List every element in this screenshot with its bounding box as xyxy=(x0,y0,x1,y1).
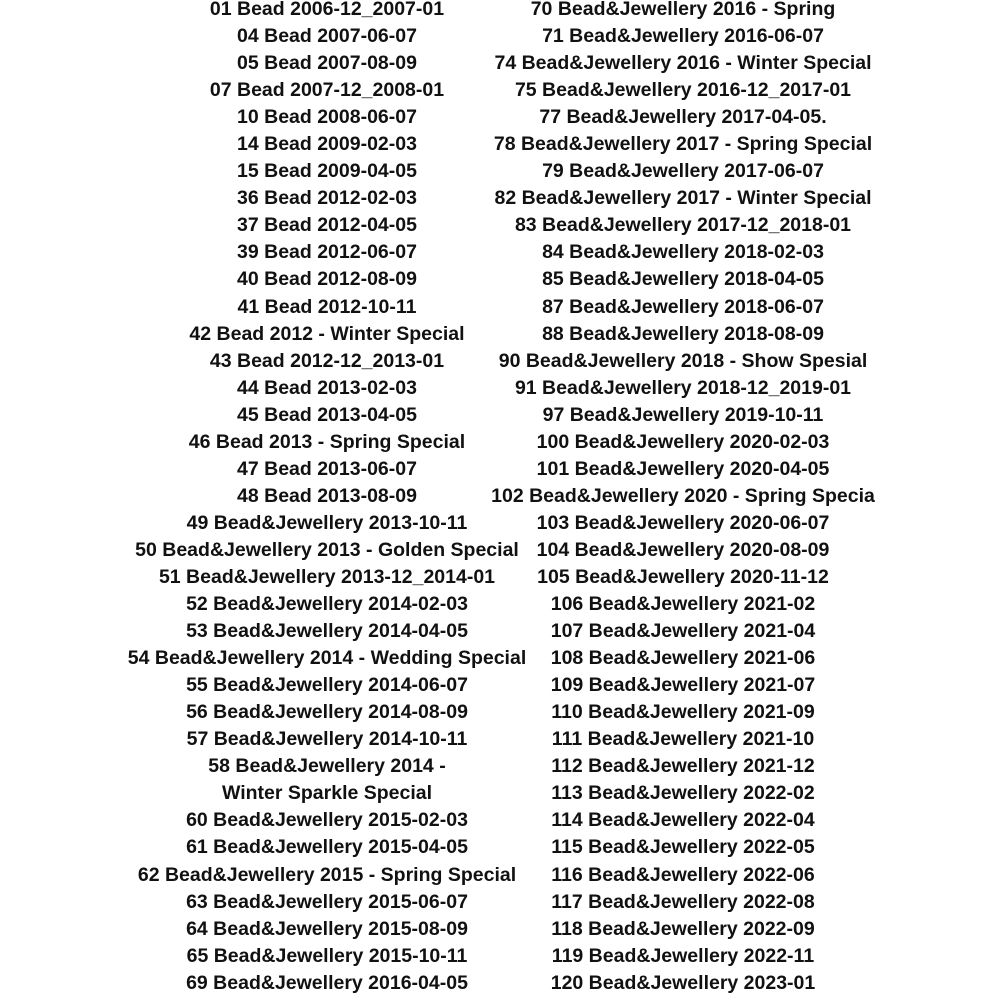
issue-line: 46 Bead 2013 - Spring Special xyxy=(188,430,466,453)
issue-line: 44 Bead 2013-02-03 xyxy=(237,376,417,399)
issue-line: 78 Bead&Jewellery 2017 - Spring Special xyxy=(493,133,873,156)
issue-line: 83 Bead&Jewellery 2017-12_2018-01 xyxy=(514,214,852,237)
issue-line: 113 Bead&Jewellery 2022-02 xyxy=(551,782,815,805)
issue-line: 41 Bead 2012-10-11 xyxy=(237,295,417,318)
issue-line: 115 Bead&Jewellery 2022-05 xyxy=(551,836,815,859)
issue-line: 15 Bead 2009-04-05 xyxy=(237,160,417,183)
issues-column-right xyxy=(491,0,875,997)
issue-line: 104 Bead&Jewellery 2020-08-09 xyxy=(536,538,830,561)
issue-line: 107 Bead&Jewellery 2021-04 xyxy=(550,620,816,643)
issue-line: 112 Bead&Jewellery 2021-12 xyxy=(551,755,815,778)
issue-line: 88 Bead&Jewellery 2018-08-09 xyxy=(542,322,824,345)
issue-line: 58 Bead&Jewellery 2014 - xyxy=(208,755,446,778)
issue-line: 105 Bead&Jewellery 2020-11-12 xyxy=(537,565,829,588)
issue-line: 54 Bead&Jewellery 2014 - Wedding Special xyxy=(127,647,527,670)
issue-line: 119 Bead&Jewellery 2022-11 xyxy=(551,944,815,967)
issue-line: 48 Bead 2013-08-09 xyxy=(237,484,417,507)
issue-line: 04 Bead 2007-06-07 xyxy=(237,25,417,48)
issue-line: 36 Bead 2012-02-03 xyxy=(237,187,417,210)
issue-line: 37 Bead 2012-04-05 xyxy=(237,214,417,237)
issue-line: 102 Bead&Jewellery 2020 - Spring Specia xyxy=(491,484,875,507)
issue-line: 118 Bead&Jewellery 2022-09 xyxy=(551,917,815,940)
issue-line: 114 Bead&Jewellery 2022-04 xyxy=(551,809,815,832)
issue-line: 106 Bead&Jewellery 2021-02 xyxy=(550,593,816,616)
issue-line: 103 Bead&Jewellery 2020-06-07 xyxy=(536,511,830,534)
issue-line: 84 Bead&Jewellery 2018-02-03 xyxy=(542,241,824,264)
issue-line: 10 Bead 2008-06-07 xyxy=(237,106,417,129)
issue-line: 108 Bead&Jewellery 2021-06 xyxy=(550,647,816,670)
issue-line: 61 Bead&Jewellery 2015-04-05 xyxy=(186,836,468,859)
issue-line: 62 Bead&Jewellery 2015 - Spring Special xyxy=(137,863,517,886)
issue-line: 116 Bead&Jewellery 2022-06 xyxy=(551,863,815,886)
issue-line: Winter Sparkle Special xyxy=(221,782,433,805)
issue-line: 69 Bead&Jewellery 2016-04-05 xyxy=(186,971,468,994)
issue-line: 51 Bead&Jewellery 2013-12_2014-01 xyxy=(158,565,496,588)
issue-line: 90 Bead&Jewellery 2018 - Show Spesial xyxy=(498,349,868,372)
issue-line: 01 Bead 2006-12_2007-01 xyxy=(209,0,445,20)
issue-line: 110 Bead&Jewellery 2021-09 xyxy=(551,701,815,724)
issue-line: 40 Bead 2012-08-09 xyxy=(237,268,417,291)
issue-line: 101 Bead&Jewellery 2020-04-05 xyxy=(536,457,830,480)
issue-line: 87 Bead&Jewellery 2018-06-07 xyxy=(542,295,824,318)
issue-line: 75 Bead&Jewellery 2016-12_2017-01 xyxy=(514,79,852,102)
issue-line: 109 Bead&Jewellery 2021-07 xyxy=(550,674,816,697)
issue-line: 60 Bead&Jewellery 2015-02-03 xyxy=(186,809,468,832)
issue-line: 79 Bead&Jewellery 2017-06-07 xyxy=(542,160,824,183)
issue-line: 39 Bead 2012-06-07 xyxy=(237,241,417,264)
issue-line: 56 Bead&Jewellery 2014-08-09 xyxy=(186,701,468,724)
issue-line: 07 Bead 2007-12_2008-01 xyxy=(209,79,445,102)
issue-line: 65 Bead&Jewellery 2015-10-11 xyxy=(186,944,468,967)
issue-line: 77 Bead&Jewellery 2017-04-05. xyxy=(539,106,827,129)
issue-line: 42 Bead 2012 - Winter Special xyxy=(189,322,465,345)
issue-line: 70 Bead&Jewellery 2016 - Spring xyxy=(530,0,836,20)
issue-line: 43 Bead 2012-12_2013-01 xyxy=(209,349,445,372)
issue-line: 57 Bead&Jewellery 2014-10-11 xyxy=(186,728,468,751)
issue-line: 47 Bead 2013-06-07 xyxy=(237,457,417,480)
issue-line: 49 Bead&Jewellery 2013-10-11 xyxy=(186,511,468,534)
issue-line: 91 Bead&Jewellery 2018-12_2019-01 xyxy=(514,376,852,399)
issue-line: 97 Bead&Jewellery 2019-10-11 xyxy=(542,403,824,426)
issue-line: 111 Bead&Jewellery 2021-10 xyxy=(551,728,815,751)
issue-line: 55 Bead&Jewellery 2014-06-07 xyxy=(186,674,468,697)
issue-line: 14 Bead 2009-02-03 xyxy=(237,133,417,156)
issue-line: 53 Bead&Jewellery 2014-04-05 xyxy=(186,620,468,643)
issue-line: 63 Bead&Jewellery 2015-06-07 xyxy=(186,890,468,913)
issue-line: 52 Bead&Jewellery 2014-02-03 xyxy=(186,593,468,616)
issues-column-left xyxy=(128,0,526,997)
issue-line: 05 Bead 2007-08-09 xyxy=(237,52,417,75)
issue-line: 71 Bead&Jewellery 2016-06-07 xyxy=(542,25,824,48)
issue-line: 82 Bead&Jewellery 2017 - Winter Special xyxy=(494,187,872,210)
issue-line: 45 Bead 2013-04-05 xyxy=(237,403,417,426)
issue-line: 120 Bead&Jewellery 2023-01 xyxy=(550,971,816,994)
issue-line: 64 Bead&Jewellery 2015-08-09 xyxy=(186,917,468,940)
issue-line: 50 Bead&Jewellery 2013 - Golden Special xyxy=(135,538,519,561)
issue-line: 117 Bead&Jewellery 2022-08 xyxy=(551,890,815,913)
issue-line: 85 Bead&Jewellery 2018-04-05 xyxy=(542,268,824,291)
issue-line: 100 Bead&Jewellery 2020-02-03 xyxy=(536,430,830,453)
issue-line: 74 Bead&Jewellery 2016 - Winter Special xyxy=(494,52,872,75)
